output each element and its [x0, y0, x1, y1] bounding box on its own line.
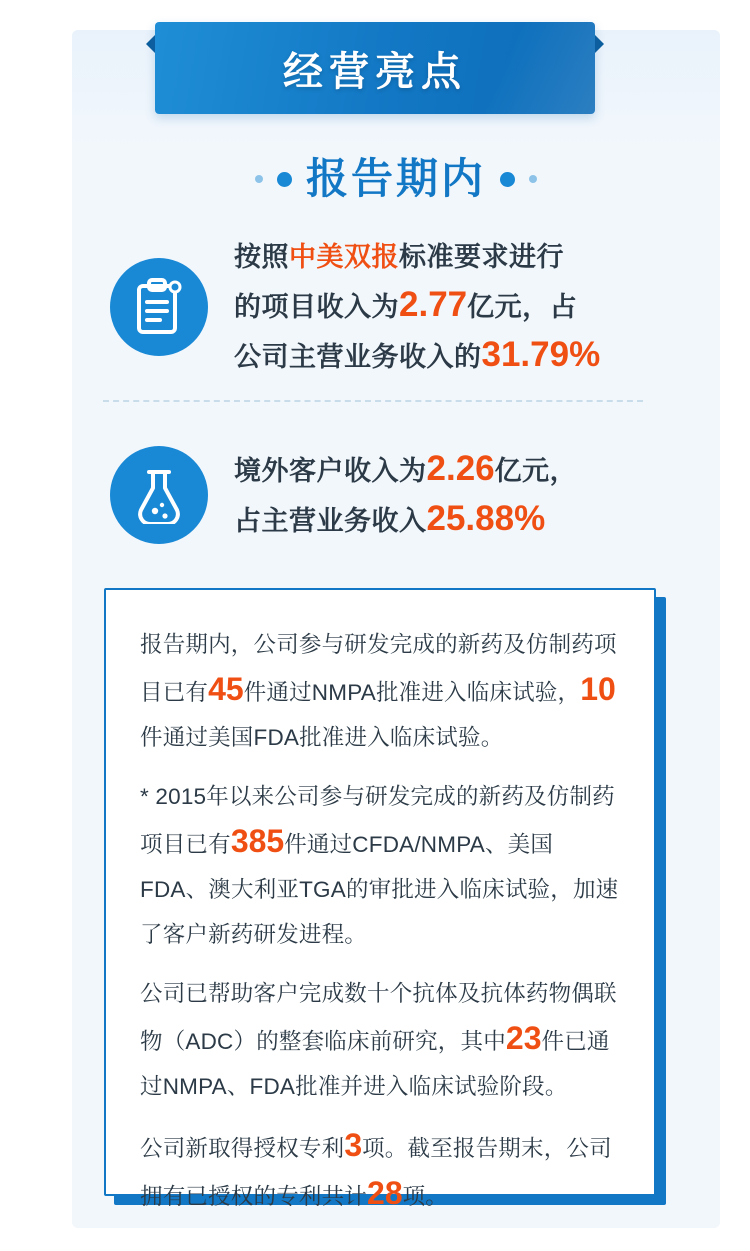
hl1-line1-a: 按照	[234, 241, 289, 272]
heading-dot-large-left	[277, 172, 292, 187]
paragraph-since-2015	[140, 774, 620, 957]
hl1-line2-a: 的项目收入为	[234, 291, 399, 322]
paragraph-patents-text-4: 项。	[402, 1184, 449, 1209]
paragraph-patents-number-3: 28	[367, 1175, 403, 1211]
hl2-line1-a: 境外客户收入为	[234, 456, 427, 486]
paragraph-new-drug-approvals-text-2: 件通过NMPA批准进入临床试验，	[243, 680, 581, 705]
paragraph-adc-text-0: 公司已帮助客户完成数十个抗体及抗体药物偶联物（ADC）的整套临床前研究，其中	[140, 981, 617, 1054]
paragraph-new-drug-approvals-number-3: 10	[580, 671, 616, 707]
hl1-line1-b: 标准要求进行	[399, 241, 564, 272]
hl2-line2-a: 占主营业务收入	[234, 506, 427, 536]
bottom-strip	[0, 1228, 750, 1251]
paragraph-since-2015-number-1: 385	[230, 823, 285, 859]
highlight-text-dual-filing	[234, 234, 600, 381]
heading-dot-small-left	[255, 175, 263, 183]
hl1-line3-a: 公司主营业务收入的	[234, 341, 482, 372]
clipboard-icon	[110, 258, 208, 356]
paragraph-since-2015-text-2: 件通过CFDA/NMPA、美国FDA、澳大利亚TGA的审批进入临床试验，加速了客户新药研发进程。	[140, 832, 619, 947]
banner-title: 经营亮点	[283, 49, 467, 94]
section-heading	[72, 148, 720, 210]
highlight-text-overseas	[234, 445, 577, 545]
heading-dot-small-right	[529, 175, 537, 183]
section-divider	[103, 400, 643, 402]
paragraph-new-drug-approvals	[140, 622, 620, 760]
banner-right-ribbon-corner	[594, 34, 604, 54]
paragraph-patents-text-2: 项。截至报告期末，公司拥有已授权的专利共计	[140, 1136, 612, 1209]
hl1-value-revenue: 2.77	[399, 284, 468, 324]
paragraph-new-drug-approvals-text-4: 件通过美国FDA批准进入临床试验。	[140, 725, 504, 750]
hl2-value-revenue: 2.26	[426, 449, 495, 488]
section-heading-text: 报告期内	[305, 155, 486, 202]
title-banner	[155, 22, 595, 114]
heading-dot-large-right	[500, 172, 515, 187]
paragraph-patents-number-1: 3	[344, 1127, 363, 1163]
flask-icon	[110, 446, 208, 544]
paragraph-adc-number-1: 23	[505, 1020, 542, 1056]
hl1-accent: 中美双报	[289, 241, 399, 272]
hl1-line2-b: 亿元，占	[467, 291, 578, 322]
paragraph-patents	[140, 1123, 620, 1219]
paragraph-since-2015-text-0: * 2015年以来公司参与研发完成的新药及仿制药项目已有	[140, 784, 615, 857]
hl2-line1-b: 亿元，	[494, 456, 578, 486]
paragraph-adc	[140, 971, 620, 1109]
paragraph-new-drug-approvals-number-1: 45	[208, 671, 244, 707]
hl1-value-share: 31.79%	[481, 334, 601, 374]
paragraph-patents-text-0: 公司新取得授权专利	[140, 1136, 345, 1161]
detail-box	[104, 588, 656, 1211]
paragraph-adc-text-2: 件已通过NMPA、FDA批准并进入临床试验阶段。	[140, 1029, 610, 1099]
paragraph-new-drug-approvals-text-0: 报告期内，公司参与研发完成的新药及仿制药项目已有	[140, 632, 617, 705]
highlight-row-overseas	[110, 420, 670, 570]
hl2-value-share: 25.88%	[426, 499, 546, 538]
highlight-row-dual-filing	[110, 232, 670, 382]
